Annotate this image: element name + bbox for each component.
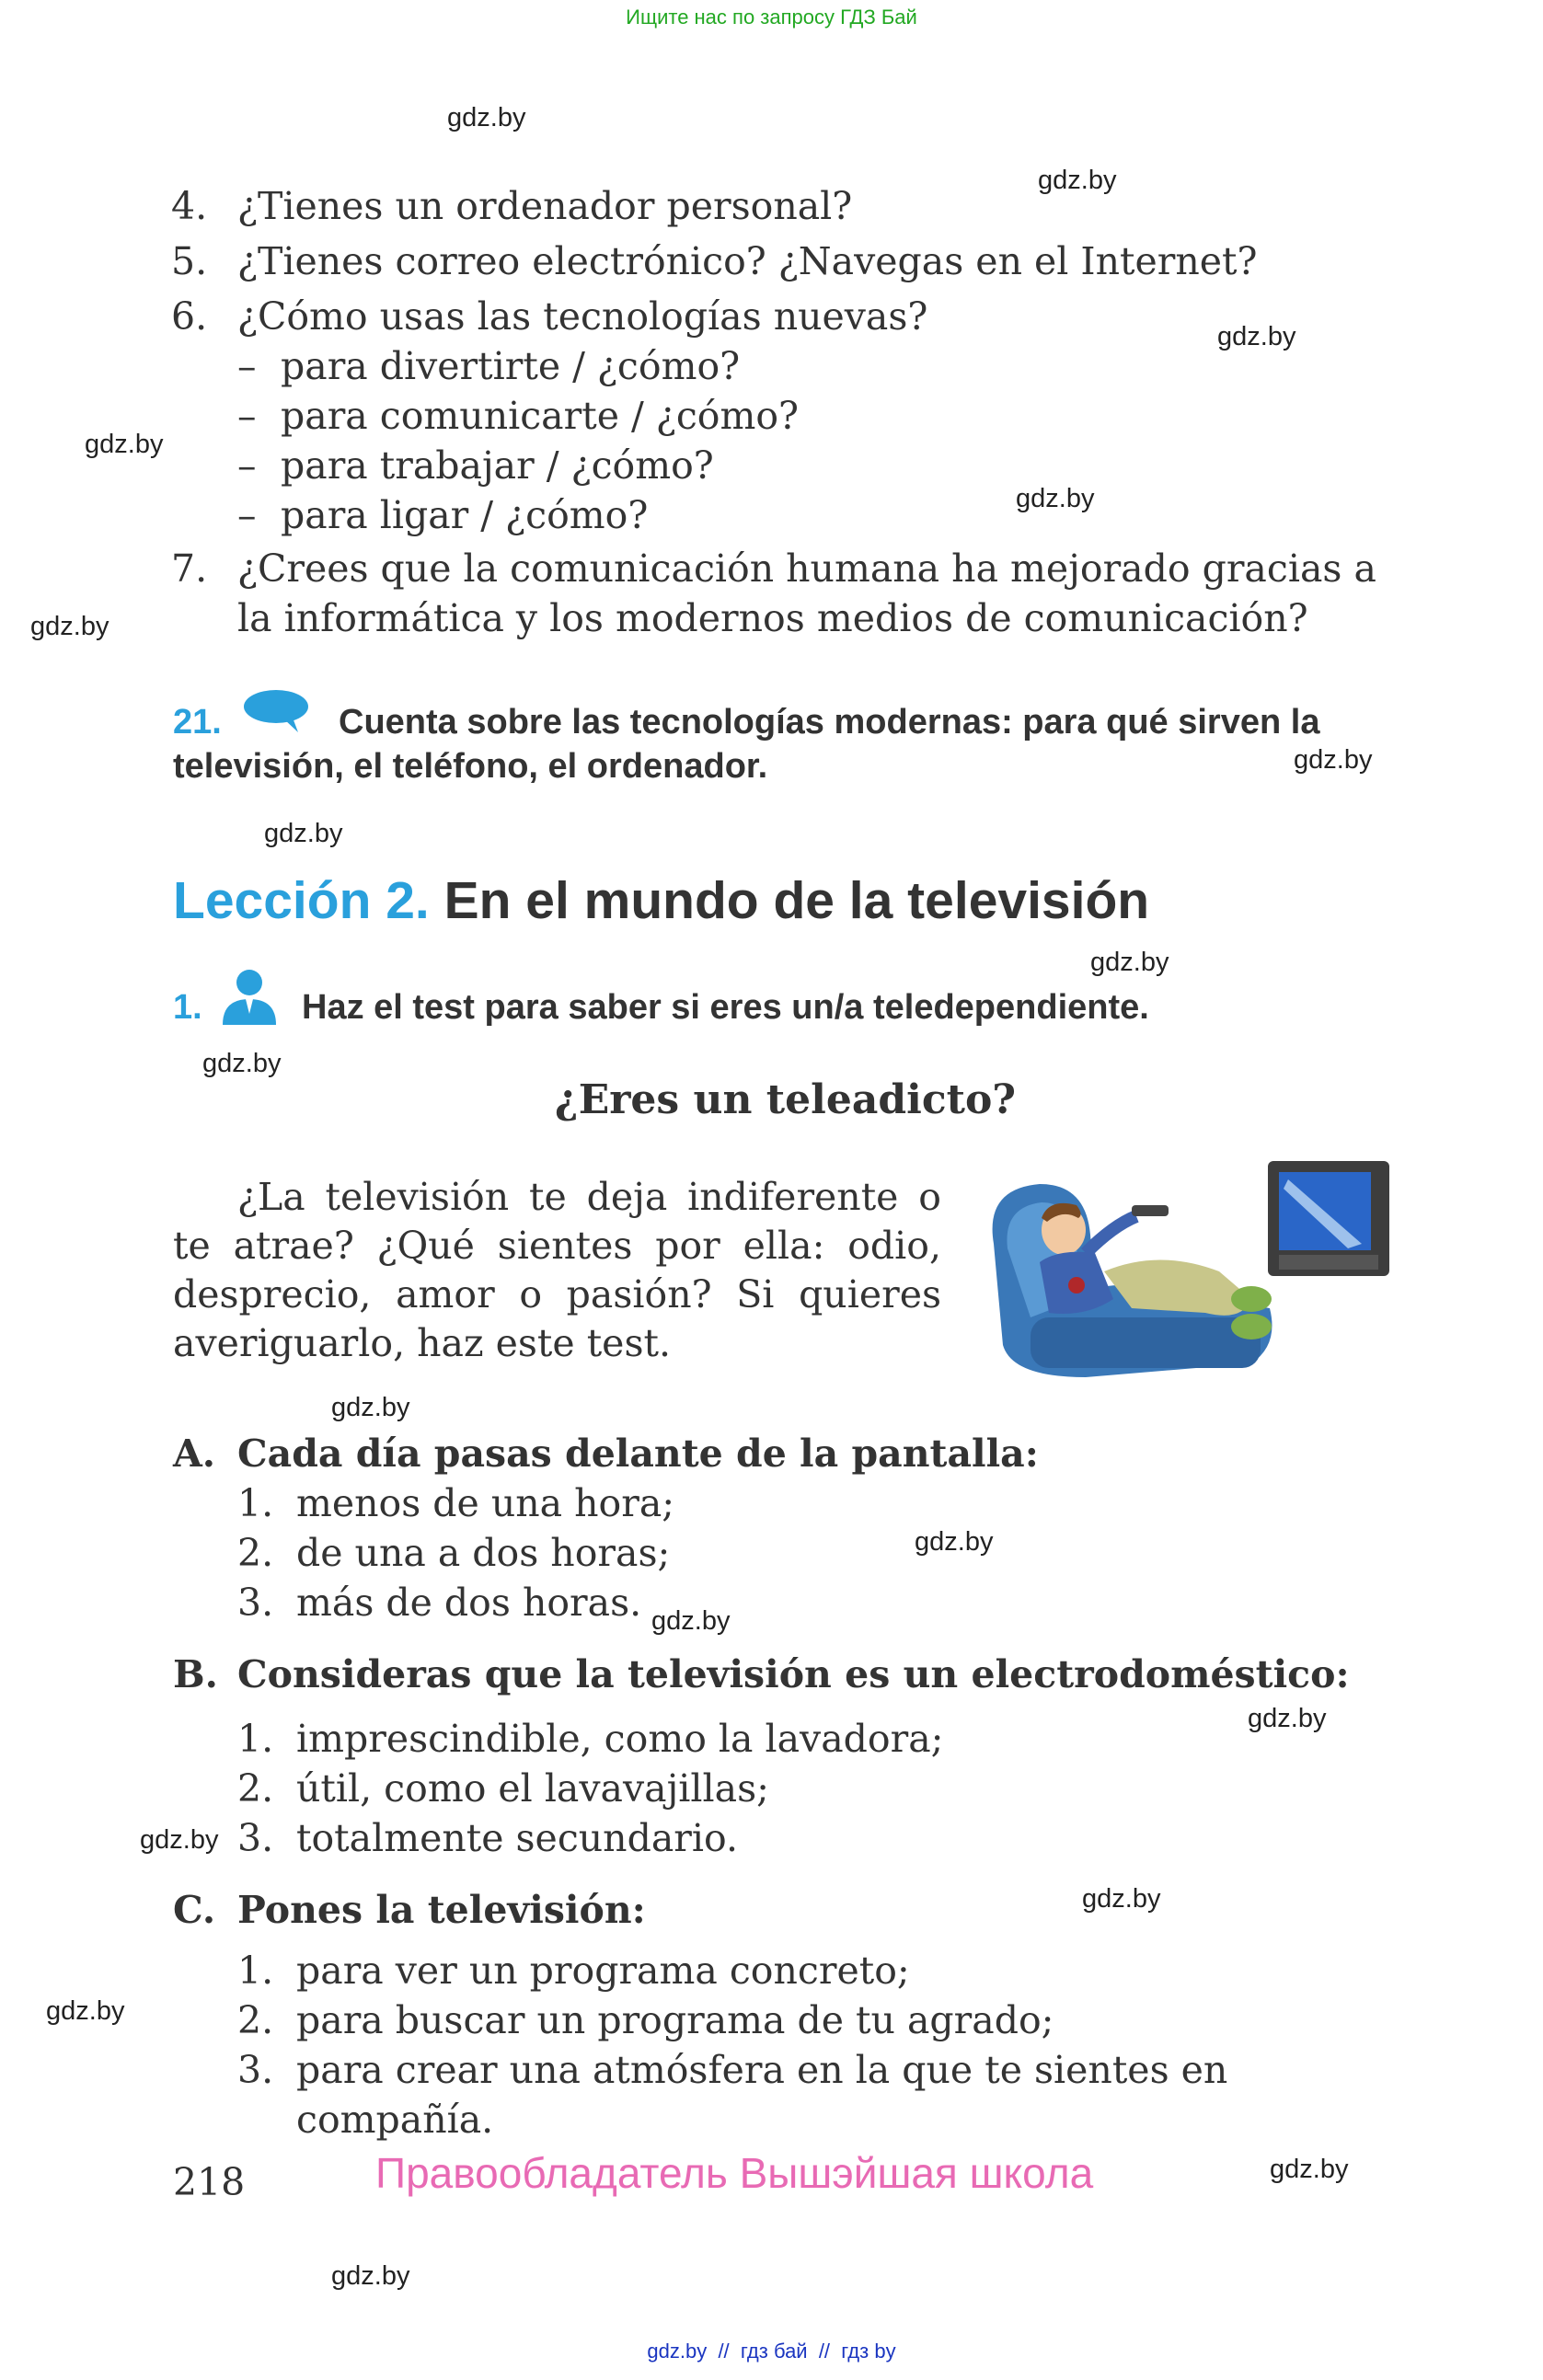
question-text: ¿Cómo usas las tecnologías nuevas? [237,294,928,339]
option-text: para buscar un programa de tu agrado; [296,1998,1054,2042]
watermark: gdz.by [915,1527,994,1557]
sub-item [237,443,714,488]
option-number: 1. [237,1949,274,1993]
sub-item [237,344,740,388]
option-number: 1. [237,1481,274,1525]
watermark: gdz.by [1090,948,1169,977]
top-banner: Ищите нас по запросу ГДЗ Бай [626,6,917,29]
dash: – [237,344,257,388]
section-question: Pones la televisión: [237,1888,646,1932]
question-text: ¿Crees que la comunicación humana ha mejorado gracias a [237,546,1376,591]
watermark: gdz.by [447,103,526,132]
option-text-cont: compañía. [296,2098,494,2142]
dash: – [237,493,257,537]
sub-item-text: para comunicarte / ¿cómo? [281,394,800,438]
section-letter: A. [173,1431,216,1476]
section-question: Consideras que la televisión es un electrodoméstico: [237,1652,1350,1696]
section-letter: B. [173,1652,218,1696]
lesson-number: Lección 2. [173,871,430,930]
lesson-title: En el mundo de la televisión [443,871,1150,930]
option-number: 2. [237,1998,274,2042]
option-number: 2. [237,1766,274,1811]
sub-item [237,394,799,438]
bottom-links[interactable]: gdz.by // гдз бай // гдз by [647,2340,896,2363]
option-text: más de dos horas. [296,1581,642,1625]
watermark: gdz.by [85,430,164,459]
task-text: Haz el test para saber si eres un/a teledependiente. [302,988,1149,1027]
copyright-holder: Правообладатель Вышэйшая школа [375,2149,1094,2197]
watermark: gdz.by [264,819,343,848]
option-number: 1. [237,1717,274,1761]
question-number: 4. [171,184,208,228]
question-text-cont: la informática y los modernos medios de comunicación? [237,596,1308,640]
option-text: útil, como el lavavajillas; [296,1766,769,1811]
task-number: 21. [173,703,222,742]
sub-item-text: para divertirte / ¿cómo? [281,344,741,388]
lesson-heading [173,870,1149,931]
watermark: gdz.by [1016,484,1095,513]
question-text: ¿Tienes un ordenador personal? [237,184,853,228]
question-text: ¿Tienes correo electrónico? ¿Navegas en el Internet? [237,239,1258,283]
dash: – [237,394,257,438]
watermark: gdz.by [30,612,109,641]
option-text: totalmente secundario. [296,1816,738,1860]
page-number: 218 [173,2160,246,2204]
sub-item-text: para ligar / ¿cómo? [281,493,649,537]
speech-bubble-icon [241,688,311,734]
sub-item-text: para trabajar / ¿cómo? [281,443,714,488]
task-text: Cuenta sobre las tecnologías modernas: para qué sirven la [339,703,1320,742]
watermark: gdz.by [1270,2155,1349,2184]
option-number: 3. [237,1816,274,1860]
option-text: de una a dos horas; [296,1531,671,1575]
watermark: gdz.by [331,1393,410,1422]
watermark: gdz.by [1217,322,1296,351]
option-text: para ver un programa concreto; [296,1949,910,1993]
tv-viewer-illustration [975,1161,1389,1380]
watermark: gdz.by [140,1825,219,1855]
watermark: gdz.by [1294,745,1373,775]
question-number: 5. [171,239,208,283]
question-number: 6. [171,294,208,339]
question-number: 7. [171,546,208,591]
person-icon [219,968,280,1025]
option-number: 3. [237,2048,274,2092]
dash: – [237,443,257,488]
option-number: 2. [237,1531,274,1575]
sub-item [237,493,648,537]
task-text-cont: televisión, el teléfono, el ordenador. [173,747,768,786]
watermark: gdz.by [651,1606,731,1636]
watermark: gdz.by [202,1049,282,1078]
section-letter: C. [173,1888,216,1932]
option-text: imprescindible, como la lavadora; [296,1717,944,1761]
task-number: 1. [173,988,202,1027]
test-title: ¿Eres un teleadicto? [554,1076,1017,1123]
watermark: gdz.by [1082,1884,1161,1914]
option-text: menos de una hora; [296,1481,675,1525]
watermark: gdz.by [1248,1704,1327,1733]
watermark: gdz.by [1038,166,1117,195]
watermark: gdz.by [331,2261,410,2291]
option-text: para crear una atmósfera en la que te sientes en [296,2048,1228,2092]
watermark: gdz.by [46,1996,125,2026]
test-intro [173,1173,941,1368]
intro-text: ¿La televisión te deja indiferente o te atrae? ¿Qué sientes por ella: odio, desprecio, amor o pasión? Si quieres averiguarlo, haz este test. [173,1175,941,1365]
section-question: Cada día pasas delante de la pantalla: [237,1431,1039,1476]
option-number: 3. [237,1581,274,1625]
